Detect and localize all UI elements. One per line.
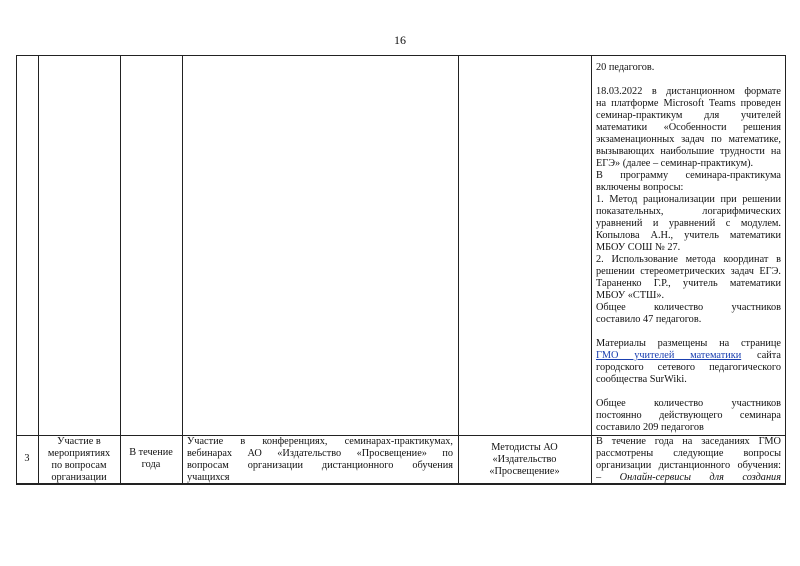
text-line: В течение	[129, 447, 173, 458]
text-line	[596, 386, 781, 398]
report-cell	[596, 436, 781, 484]
text-line: математики «Особенности решения	[596, 122, 781, 133]
text-line: ЕГЭ» (далее – семинар-практикум).	[596, 158, 754, 169]
event-title-cell	[38, 436, 120, 484]
text-line: составило 209 педагогов	[596, 422, 704, 433]
text-line: 2. Использование метода координат в	[596, 254, 781, 265]
text-line	[596, 326, 781, 338]
text-line: на платформе Microsoft Teams проведен	[596, 98, 781, 109]
text-line: организации	[51, 472, 107, 483]
text-line	[596, 350, 781, 362]
text-line: Участие в конференциях, семинарах-практикумах,	[187, 436, 453, 447]
text-line: 18.03.2022 в дистанционном формате	[596, 86, 781, 97]
text-line: по вопросам	[51, 460, 107, 471]
report-cell-continued	[596, 62, 781, 434]
row-number-text: 3	[24, 453, 30, 464]
text-line: Материалы размещены на странице	[596, 338, 781, 349]
text-line: сообщества SurWiki.	[596, 374, 687, 385]
text-line: В программу семинара-практикума	[596, 170, 781, 181]
text-line: решении стереометрических задач ЕГЭ.	[596, 266, 781, 277]
text-line: «Просвещение»	[489, 466, 560, 477]
gmo-math-teachers-link[interactable]: ГМО учителей математики	[596, 350, 742, 361]
text-line: экзаменационных задач по математике,	[596, 134, 781, 145]
text-line: семинар-практикум для учителей	[596, 110, 781, 121]
text-line: мероприятиях	[47, 448, 111, 459]
text-line: рассмотрены следующие вопросы	[596, 448, 781, 459]
text-line: Копылова А.Н., учитель математики	[596, 230, 781, 241]
responsible-cell	[458, 442, 591, 478]
text-line: Общее количество участников	[596, 302, 781, 313]
text-line: включены вопросы:	[596, 182, 684, 193]
text-line: Участие в	[57, 436, 101, 447]
text-line: Методисты АО	[491, 442, 558, 453]
text-line: организации дистанционного обучения:	[596, 460, 781, 471]
text-line: 1. Метод рационализации при решении	[596, 194, 781, 205]
text-line: учащихся	[187, 472, 230, 483]
text-line: городского сетевого педагогического	[596, 362, 781, 373]
row-number	[16, 453, 38, 465]
text-line: Общее количество участников	[596, 398, 781, 409]
text-line: вопросам организации дистанционного обучения	[187, 460, 453, 471]
text-line: года	[141, 459, 161, 470]
text-line: вебинарах АО «Издательство «Просвещение» по	[187, 448, 453, 459]
text-line: показательных, логарифмических	[596, 206, 781, 217]
text-line: уравнений и уравнений с модулем.	[596, 218, 781, 229]
text-line: 20 педагогов.	[596, 62, 655, 73]
text-line: МБОУ СОШ № 27.	[596, 242, 681, 253]
text-line: вызывающих наибольшие трудности на	[596, 146, 781, 157]
text-line: «Издательство	[492, 454, 557, 465]
activity-cell	[187, 436, 453, 484]
text-line: составило 47 педагогов.	[596, 314, 702, 325]
page-number: 16	[394, 33, 406, 47]
text-line: – Онлайн-сервисы для создания	[596, 472, 781, 483]
text-line: В течение года на заседаниях ГМО	[596, 436, 781, 447]
text-line: Тараненко Г.Р., учитель математики	[596, 278, 781, 289]
text-line: МБОУ «СТШ».	[596, 290, 665, 301]
link-suffix-text: сайта	[757, 350, 781, 361]
period-cell	[120, 447, 182, 471]
text-line	[596, 74, 781, 86]
text-line: постоянно действующего семинара	[596, 410, 781, 421]
